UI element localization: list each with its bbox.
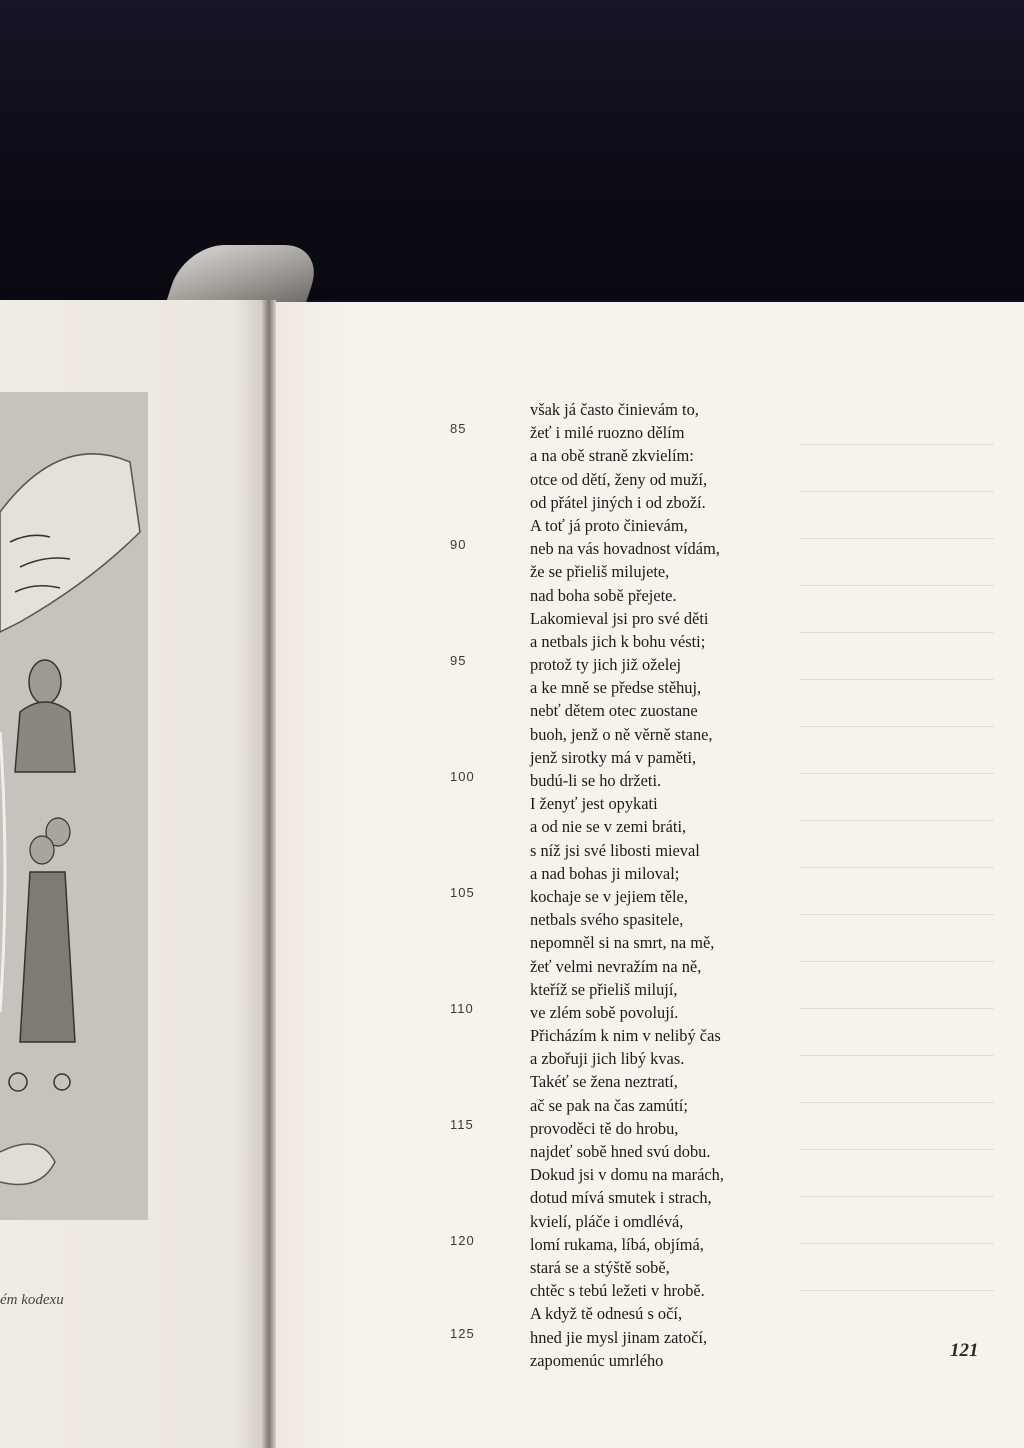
verse-line: chtěc s tebú ležeti v hrobě. [530, 1281, 705, 1301]
verse-line: ve zlém sobě povolují. [530, 1002, 679, 1022]
verse-text [530, 398, 724, 1372]
verse-line: lomí rukama, líbá, objímá, [530, 1234, 704, 1254]
verse-line: kteříž se přieliš milují, [530, 979, 678, 999]
line-number: 85 [450, 421, 467, 436]
verse-line: dotud mívá smutek i strach, [530, 1188, 712, 1208]
verse-line: a nad bohas ji miloval; [530, 863, 680, 883]
verse-line: od přátel jiných i od zboží. [530, 492, 706, 512]
verse-line: protož ty jich již oželej [530, 655, 682, 675]
verse-line: že se přieliš milujete, [530, 562, 670, 582]
page-number: 121 [950, 1340, 979, 1361]
verse-line: neb na vás hovadnost vídám, [530, 539, 720, 559]
verse-line: ač se pak na čas zamútí; [530, 1095, 688, 1115]
verse-line: A když tě odnesú s očí, [530, 1304, 683, 1324]
verse-line: otce od dětí, ženy od muží, [530, 469, 708, 489]
figure-caption: ém kodexu [0, 1292, 64, 1308]
verse-line: nad boha sobě přejete. [530, 585, 677, 605]
verse-line: žeť i milé ruozno dělím [530, 423, 685, 443]
verse-line: kochaje se v jejiem těle, [530, 886, 688, 906]
line-number: 115 [450, 1117, 474, 1132]
illustration-drawing [0, 392, 148, 1220]
book-gutter [262, 300, 276, 1448]
verse-line: zapomenúc umrlého [530, 1350, 664, 1370]
line-number: 105 [450, 885, 475, 900]
line-number: 100 [450, 769, 475, 784]
line-number: 90 [450, 537, 467, 552]
verse-line: Lakomieval jsi pro své děti [530, 608, 709, 628]
verse-line: a netbals jich k bohu vésti; [530, 631, 706, 651]
line-number: 95 [450, 653, 467, 668]
verse-line: netbals svého spasitele, [530, 910, 684, 930]
verse-line: stará se a stýště sobě, [530, 1257, 670, 1277]
bleed-through-text [800, 398, 1024, 1328]
verse-line: najdeť sobě hned svú dobu. [530, 1142, 711, 1161]
verse-line: provoděci tě do hrobu, [530, 1118, 679, 1138]
verse-line: jenž sirotky má v paměti, [530, 747, 697, 767]
verse-line: budú-li se ho držeti. [530, 771, 662, 790]
verse-line: nebť dětem otec zuostane [530, 701, 698, 721]
verse-line: a ke mně se předse stěhuj, [530, 678, 702, 698]
verse-line: a zbořuji jich libý kvas. [530, 1049, 685, 1069]
verse-line: s níž jsi své libosti mieval [530, 840, 700, 860]
verse-line: kvielí, pláče i omdlévá, [530, 1211, 684, 1231]
verse-line: a od nie se v zemi bráti, [530, 817, 687, 837]
manuscript-illustration [0, 392, 148, 1220]
verse-line: a na obě straně zkvielím: [530, 446, 694, 466]
verse-line: však já často činievám to, [530, 400, 699, 419]
verse-line: žeť velmi nevražím na ně, [530, 956, 702, 976]
verse-line: I ženyť jest opykati [530, 794, 658, 814]
line-number: 125 [450, 1325, 475, 1341]
line-number: 110 [450, 1001, 474, 1016]
verse-line: Dokud jsi v domu na marách, [530, 1165, 724, 1185]
verse-line: A toť já proto činievám, [530, 515, 688, 535]
dark-background [0, 0, 1024, 300]
verse-line: Takéť se žena neztratí, [530, 1072, 678, 1092]
line-number: 120 [450, 1233, 475, 1248]
verse-line: hned jie mysl jinam zatočí, [530, 1327, 708, 1347]
verse-line: nepomněl si na smrt, na mě, [530, 933, 715, 953]
verse-line: Přicházím k nim v nelibý čas [530, 1026, 721, 1046]
verse-line: buoh, jenž o ně věrně stane, [530, 724, 713, 744]
